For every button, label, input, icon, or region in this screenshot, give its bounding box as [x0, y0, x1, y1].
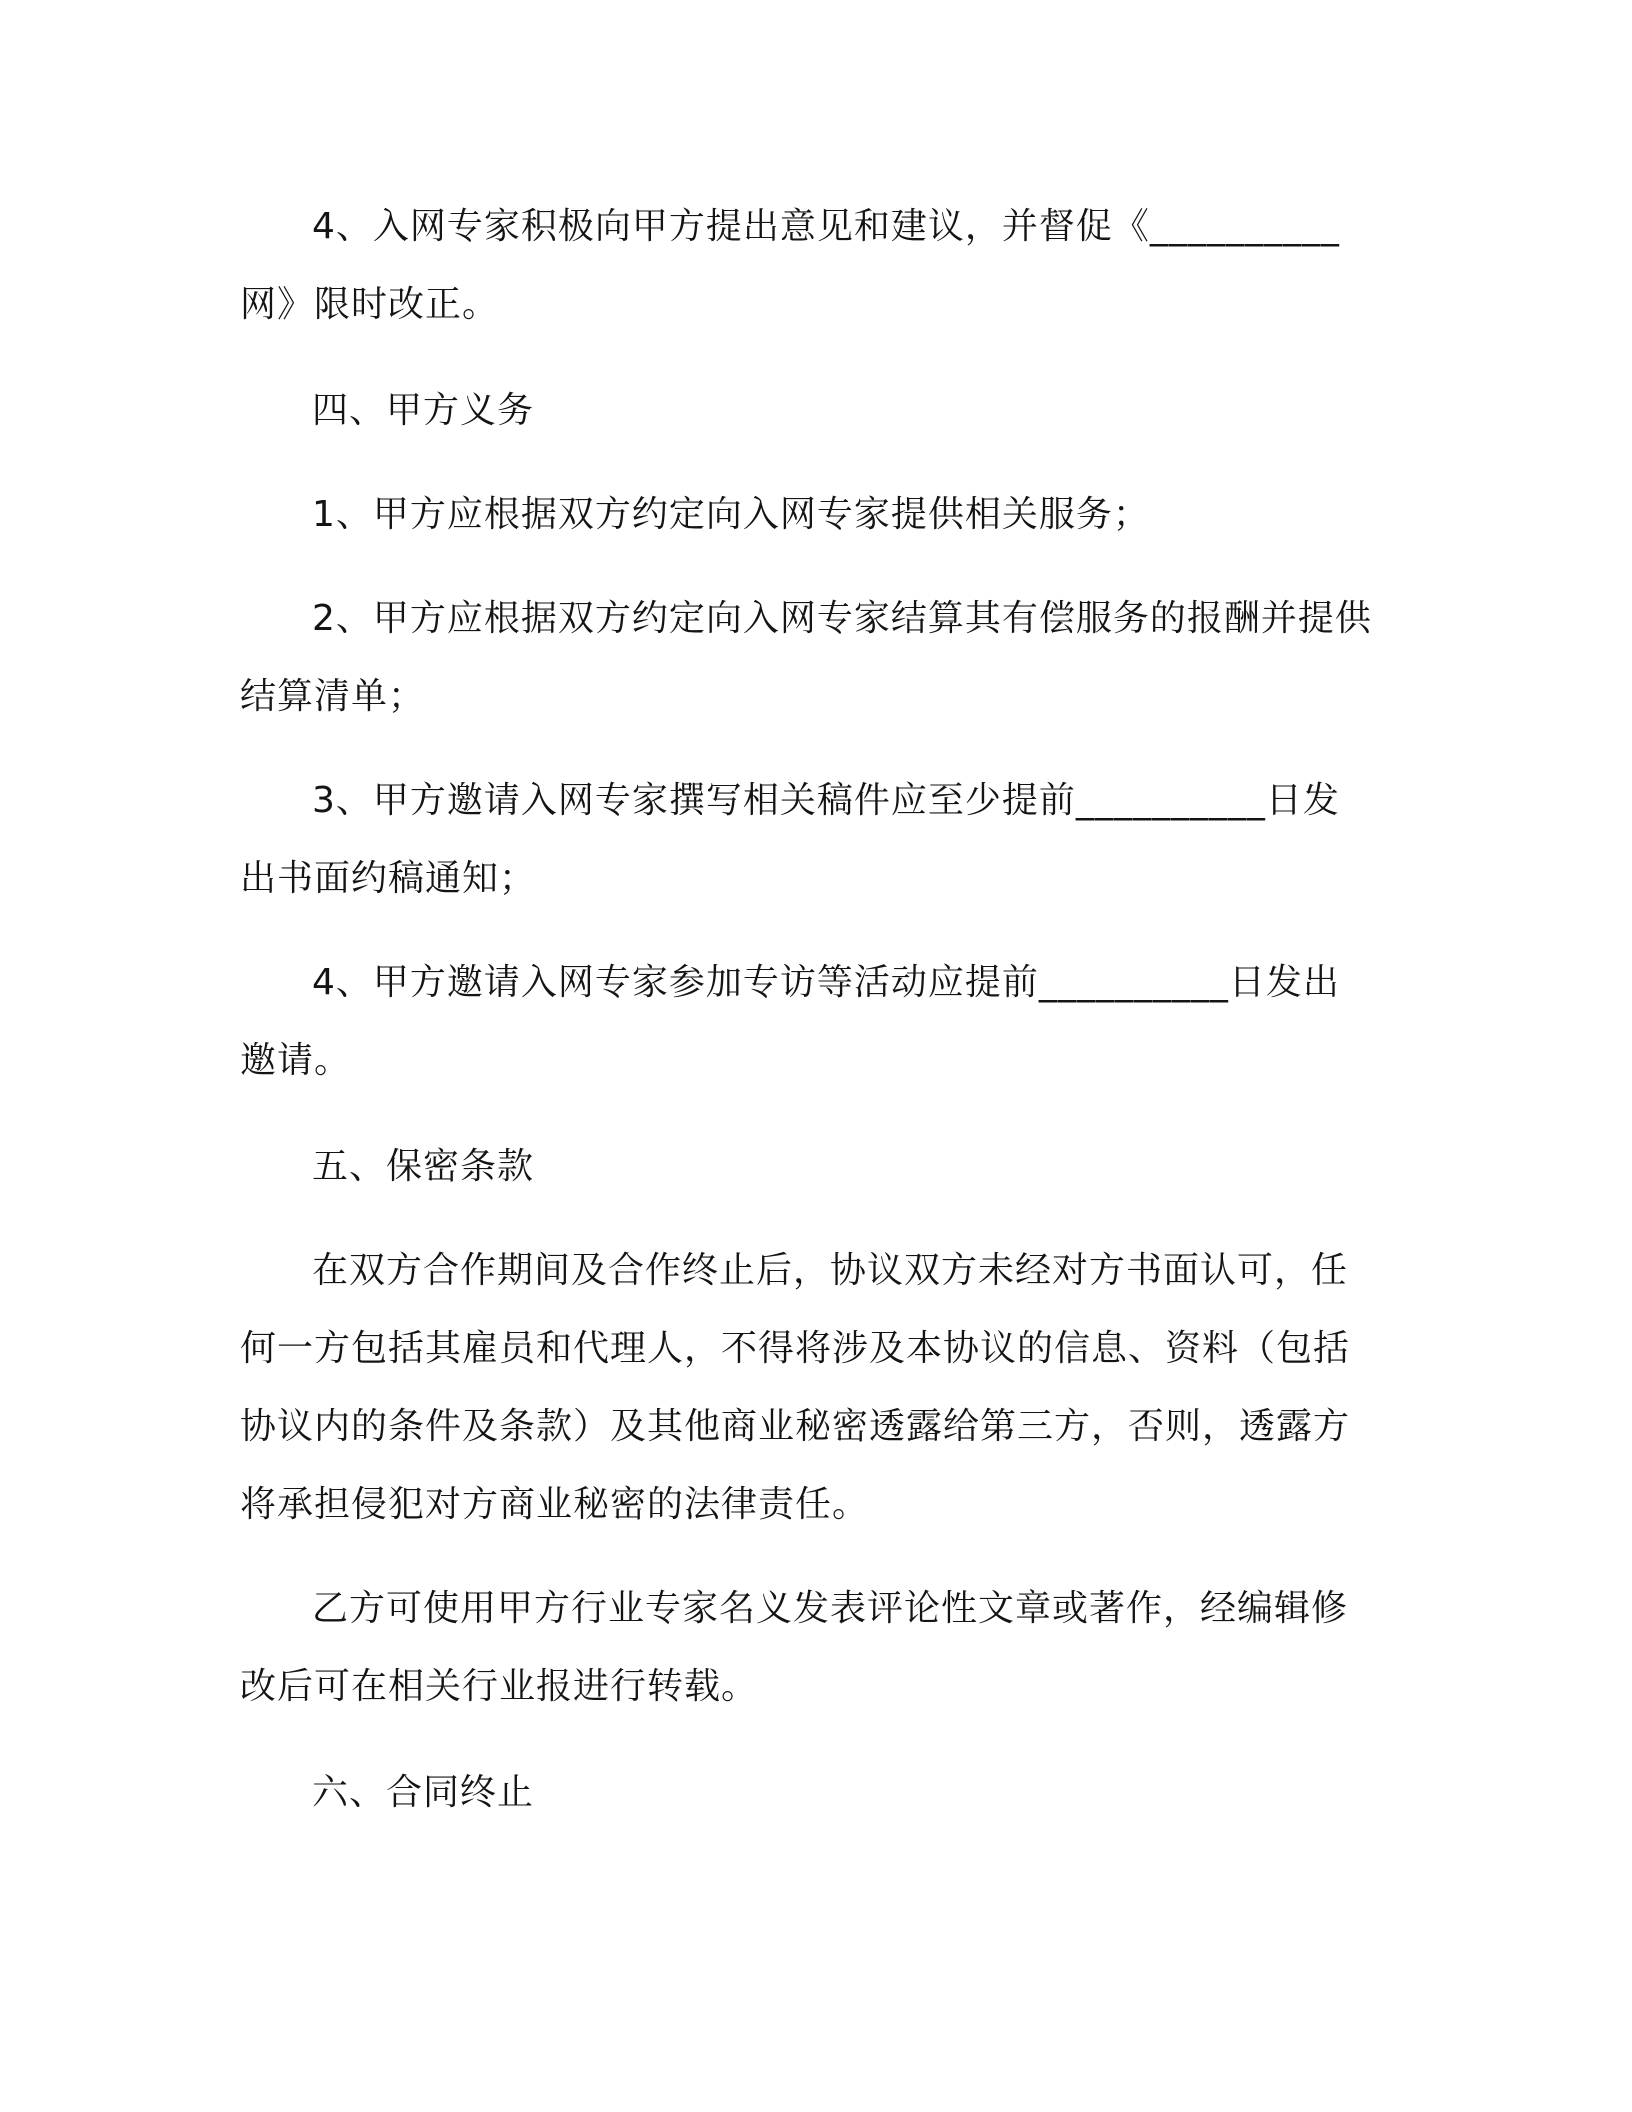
- clause-paragraph: 在双方合作期间及合作终止后，协议双方未经对方书面认可，任何一方包括其雇员和代理人，不得将涉及本协议的信息、资料（包括协议内的条件及条款）及其他商业秘密透露给第三方，否则，透露方将承担侵犯对方商业秘密的法律责任。: [240, 1250, 1351, 1525]
- section-heading: 五、保密条款: [312, 1146, 535, 1187]
- document-body: [240, 188, 1375, 1832]
- clause-paragraph: 乙方可使用甲方行业专家名义发表评论性文章或著作，经编辑修改后可在相关行业报进行转载。: [240, 1588, 1349, 1707]
- clause-paragraph: 1、甲方应根据双方约定向入网专家提供相关服务；: [312, 494, 1150, 535]
- section-heading: 四、甲方义务: [312, 390, 535, 431]
- clause-paragraph: 2、甲方应根据双方约定向入网专家结算其有偿服务的报酬并提供结算清单；: [240, 598, 1372, 717]
- clause-paragraph: 4、入网专家积极向甲方提出意见和建议，并督促《__________网》限时改正。: [240, 206, 1340, 325]
- section-heading: 六、合同终止: [312, 1772, 535, 1813]
- clause-paragraph: 3、甲方邀请入网专家撰写相关稿件应至少提前__________日发出书面约稿通知；: [240, 780, 1340, 899]
- clause-paragraph: 4、甲方邀请入网专家参加专访等活动应提前__________日发出邀请。: [240, 962, 1340, 1081]
